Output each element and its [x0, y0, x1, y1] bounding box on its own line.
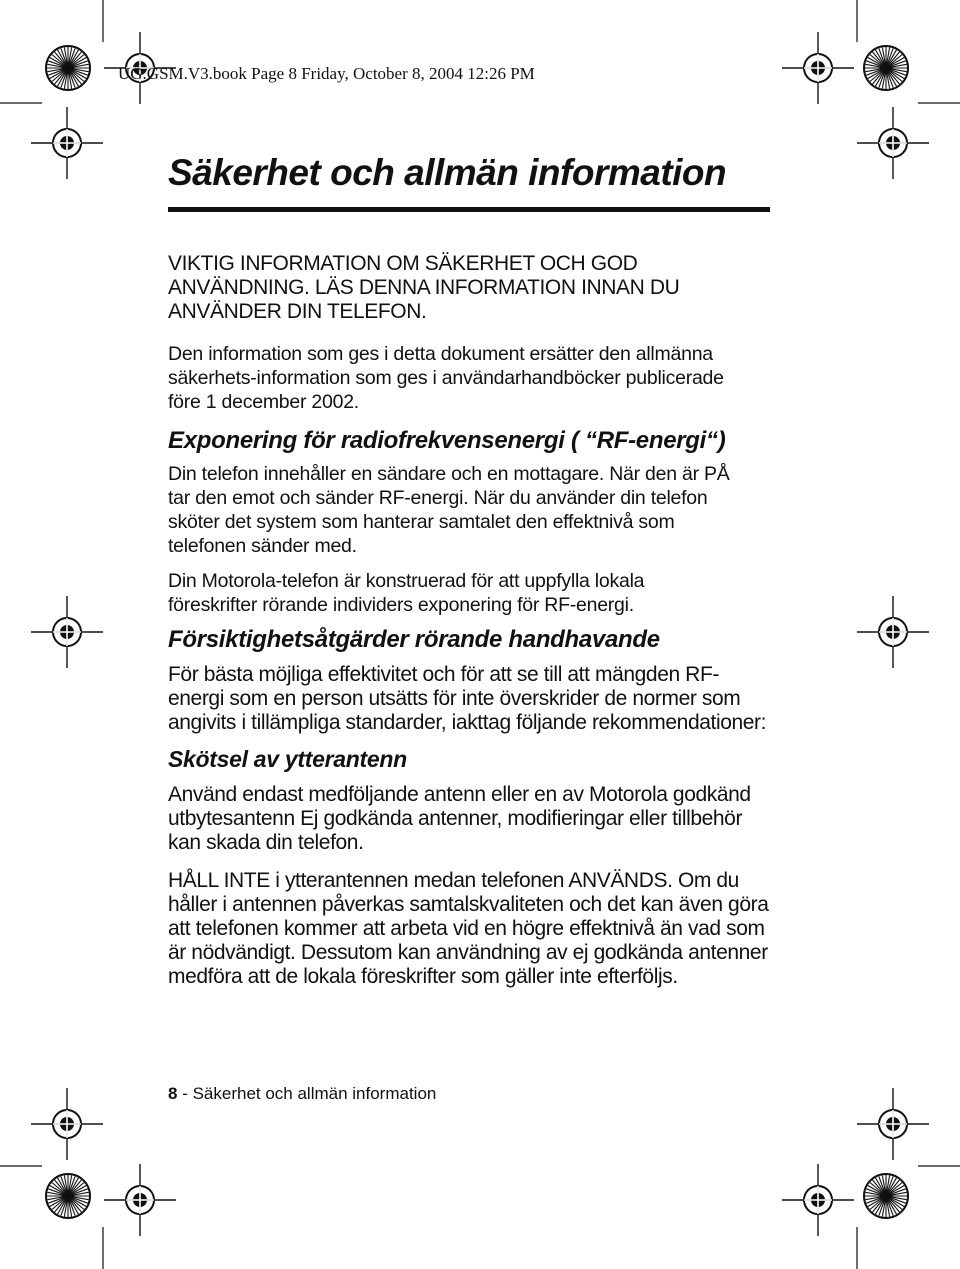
- text-line: HÅLL INTE i ytterantennen medan telefonen ANVÄNDS. Om du: [168, 869, 739, 892]
- rf-paragraph-2: [168, 569, 778, 617]
- precautions-paragraph: [168, 663, 778, 735]
- text-line: angivits i tillämpliga standarder, iakttag följande rekommendationer:: [168, 711, 767, 734]
- heading-rf-exposure: Exponering för radiofrekvensenergi ( “RF-energi“): [168, 427, 726, 454]
- rf-paragraph-1: [168, 462, 778, 558]
- text-line: Din Motorola-telefon är konstruerad för att uppfylla lokala: [168, 570, 645, 592]
- text-line: För bästa möjliga effektivitet och för att se till att mängden RF-: [168, 663, 719, 686]
- text-line: energi som en person utsätts för inte överskrider de normer som: [168, 687, 741, 710]
- page-footer: [168, 1084, 436, 1104]
- star-target-top-right: [864, 46, 908, 90]
- footer-section-name: Säkerhet och allmän information: [192, 1084, 437, 1103]
- page-title: Säkerhet och allmän information: [168, 152, 727, 193]
- registration-mark-bottom-right: [782, 1164, 854, 1236]
- text-line: före 1 december 2002.: [168, 391, 359, 413]
- registration-mark-right-upper: [857, 107, 929, 179]
- text-line: kan skada din telefon.: [168, 831, 364, 854]
- warning-line: ANVÄNDER DIN TELEFON.: [168, 300, 427, 323]
- text-line: föreskrifter rörande individers exponering för RF-energi.: [168, 594, 634, 616]
- registration-mark-left-upper: [31, 107, 103, 179]
- text-line: tar den emot och sänder RF-energi. När du använder din telefon: [168, 487, 708, 509]
- text-line: Den information som ges i detta dokument ersätter den allmänna: [168, 343, 713, 365]
- text-line: att telefonen kommer att arbeta vid en högre effektnivå än vad som: [168, 917, 765, 940]
- star-target-bottom-right: [864, 1174, 908, 1218]
- registration-mark-right-lower: [857, 1088, 929, 1160]
- antenna-paragraph-2: [168, 869, 778, 989]
- antenna-paragraph-1: [168, 783, 778, 855]
- page-number: 8: [168, 1084, 178, 1103]
- registration-mark-top-right: [782, 32, 854, 104]
- registration-mark-left-lower: [31, 1088, 103, 1160]
- text-line: telefonen sänder med.: [168, 535, 357, 557]
- text-line: är nödvändigt. Dessutom kan användning av ej godkända antenner: [168, 941, 768, 964]
- heading-external-antenna-care: Skötsel av ytterantenn: [168, 746, 407, 772]
- text-line: Din telefon innehåller en sändare och en mottagare. När den är PÅ: [168, 463, 730, 485]
- title-rule: [168, 207, 770, 212]
- star-target-top-left: [46, 46, 90, 90]
- registration-mark-bottom-left: [104, 1164, 176, 1236]
- heading-operational-precautions: Försiktighetsåtgärder rörande handhavande: [168, 626, 660, 653]
- text-line: säkerhets-information som ges i användarhandböcker publicerade: [168, 367, 724, 389]
- text-line: sköter det system som hanterar samtalet den effektnivå som: [168, 511, 675, 533]
- warning-line: ANVÄNDNING. LÄS DENNA INFORMATION INNAN DU: [168, 276, 680, 299]
- star-target-bottom-left: [46, 1174, 90, 1218]
- text-line: Använd endast medföljande antenn eller en av Motorola godkänd: [168, 783, 751, 806]
- text-line: medföra att de lokala föreskrifter som gäller inte efterföljs.: [168, 965, 678, 988]
- main-content: [168, 252, 778, 989]
- registration-mark-left-middle: [31, 596, 103, 668]
- safety-warning: [168, 252, 778, 324]
- text-line: håller i antennen påverkas samtalskvaliteten och det kan även göra: [168, 893, 769, 916]
- registration-mark-right-middle: [857, 596, 929, 668]
- text-line: utbytesantenn Ej godkända antenner, modifieringar eller tillbehör: [168, 807, 743, 830]
- print-slug: UG.GSM.V3.book Page 8 Friday, October 8, 2004 12:26 PM: [118, 64, 535, 83]
- footer-separator: -: [177, 1084, 193, 1103]
- intro-paragraph: [168, 342, 778, 414]
- warning-line: VIKTIG INFORMATION OM SÄKERHET OCH GOD: [168, 252, 638, 275]
